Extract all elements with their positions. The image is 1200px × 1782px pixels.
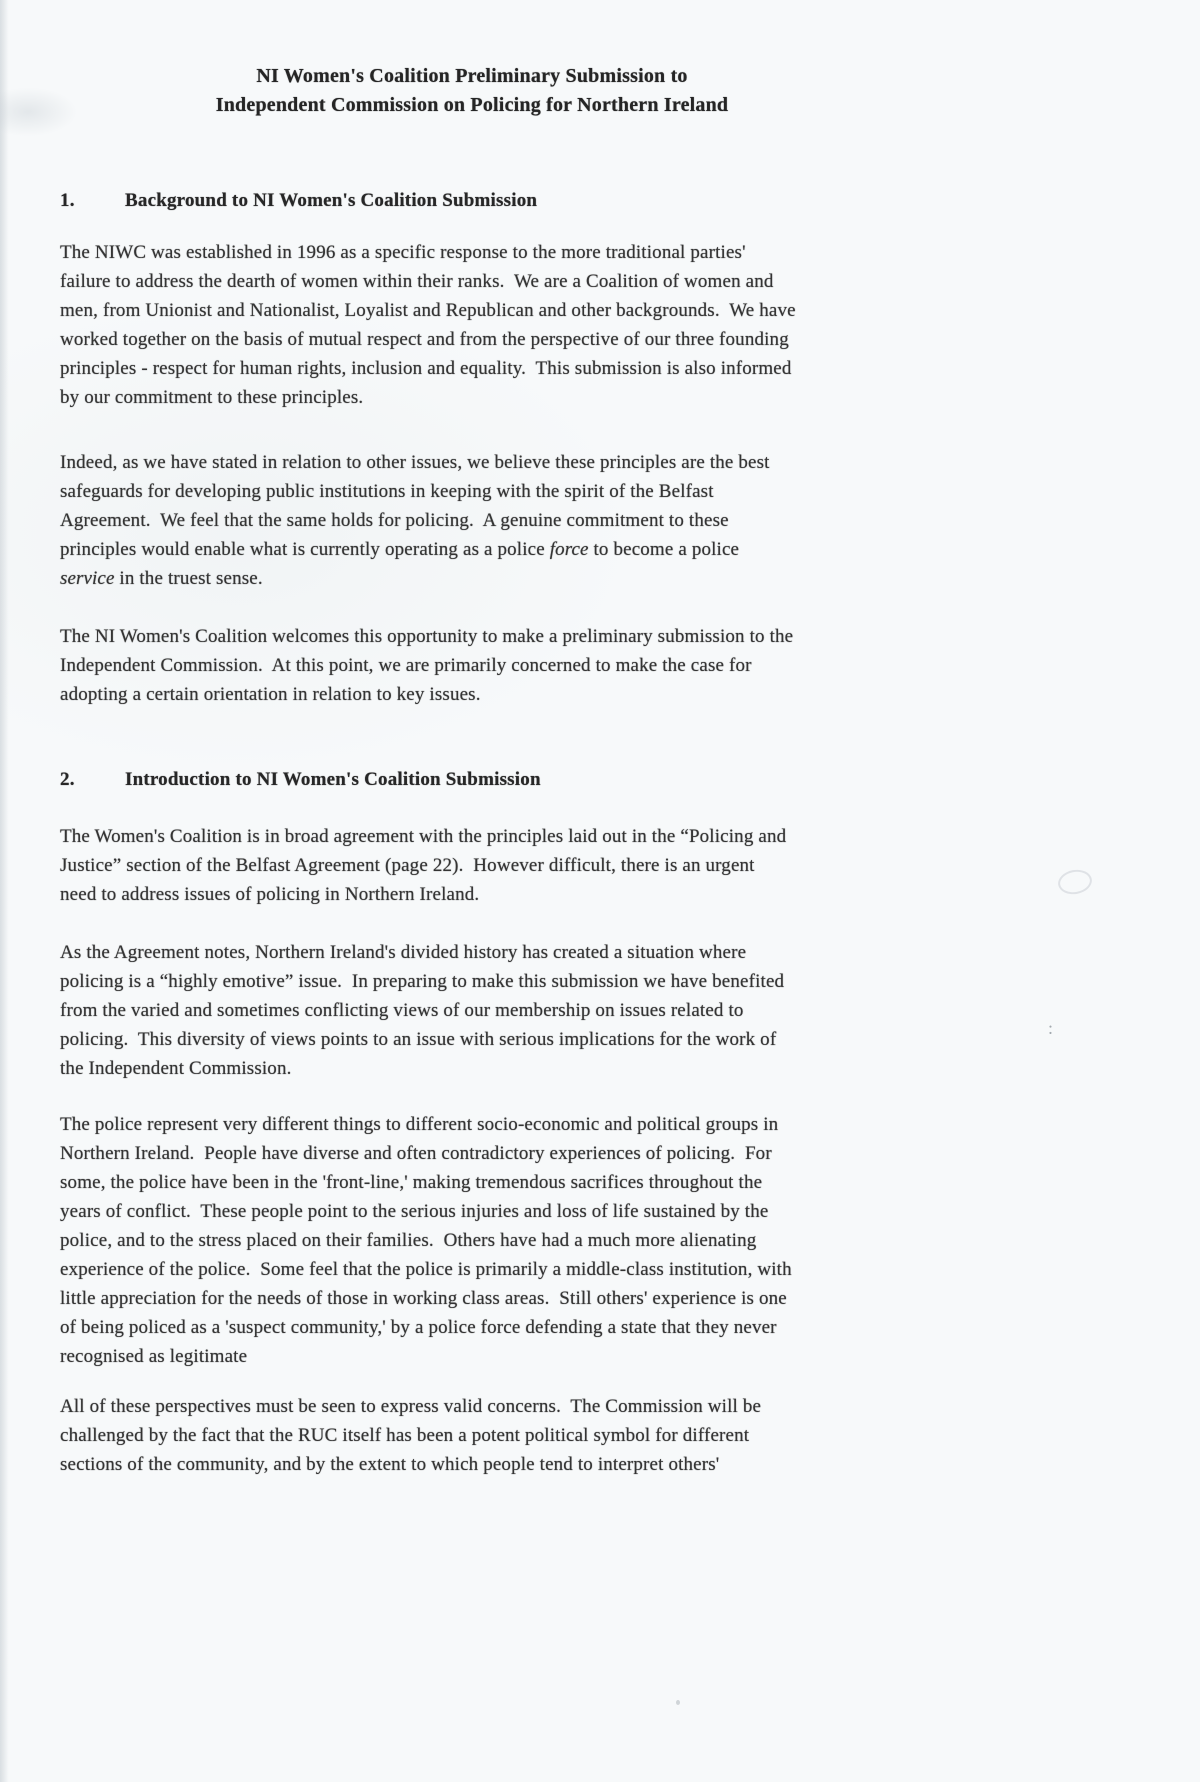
text-line: need to address issues of policing in Northern Ireland.: [60, 884, 480, 905]
text-line: little appreciation for the needs of those in working class areas. Still others' experience is one: [60, 1288, 787, 1309]
section-heading-1: [60, 186, 537, 215]
document-title-line-1: NI Women's Coalition Preliminary Submission to: [256, 65, 688, 87]
paragraph: [60, 238, 796, 412]
paragraph: [60, 448, 770, 593]
paragraph: [60, 822, 786, 909]
text-line: the Independent Commission.: [60, 1058, 292, 1079]
text-line: The NIWC was established in 1996 as a specific response to the more traditional parties': [60, 242, 746, 263]
text-line: years of conflict. These people point to the serious injuries and loss of life sustained by the: [60, 1201, 769, 1222]
scan-speck: [676, 1700, 680, 1705]
text-line: All of these perspectives must be seen to express valid concerns. The Commission will be: [60, 1396, 762, 1417]
section-heading-text: Background to NI Women's Coalition Submission: [125, 190, 538, 211]
text-line: from the varied and sometimes conflicting views of our membership on issues related to: [60, 1000, 744, 1021]
scan-smudge-circle: [1056, 867, 1094, 897]
text-line: police, and to the stress placed on their families. Others have had a much more alienating: [60, 1230, 757, 1251]
text-line: safeguards for developing public institutions in keeping with the spirit of the Belfast: [60, 481, 714, 502]
paragraph: [60, 1392, 761, 1479]
text-line: Agreement. We feel that the same holds for policing. A genuine commitment to these: [60, 510, 729, 531]
text-line: recognised as legitimate: [60, 1346, 248, 1367]
section-number: 1.: [60, 190, 75, 211]
document-title-line-2: Independent Commission on Policing for Northern Ireland: [215, 94, 729, 116]
section-number: 2.: [60, 769, 75, 790]
scan-stray-colon-artifact: :: [1048, 1018, 1054, 1038]
scan-edge-shadow: [0, 0, 8, 1782]
text-line: Independent Commission. At this point, we are primarily concerned to make the case for: [60, 655, 752, 676]
text-line: some, the police have been in the 'front-line,' making tremendous sacrifices throughout the: [60, 1172, 763, 1193]
document-title: [0, 62, 944, 120]
text-line: failure to address the dearth of women within their ranks. We are a Coalition of women and: [60, 271, 774, 292]
text-line: principles would enable what is currently operating as a police force to become a police: [60, 539, 740, 560]
text-line: service in the truest sense.: [60, 568, 263, 589]
text-line: Indeed, as we have stated in relation to other issues, we believe these principles are the best: [60, 452, 770, 473]
section-heading-text: Introduction to NI Women's Coalition Submission: [125, 769, 541, 790]
paragraph: [60, 938, 784, 1083]
paragraph: [60, 622, 793, 709]
text-line: The police represent very different things to different socio-economic and political groups in: [60, 1114, 779, 1135]
text-line: Northern Ireland. People have diverse and often contradictory experiences of policing. For: [60, 1143, 772, 1164]
text-line: The NI Women's Coalition welcomes this opportunity to make a preliminary submission to the: [60, 626, 794, 647]
text-line: policing. This diversity of views points to an issue with serious implications for the work of: [60, 1029, 777, 1050]
text-line: principles - respect for human rights, inclusion and equality. This submission is also informed: [60, 358, 792, 379]
paragraph: [60, 1110, 792, 1371]
text-line: men, from Unionist and Nationalist, Loyalist and Republican and other backgrounds. We have: [60, 300, 796, 321]
text-line: sections of the community, and by the extent to which people tend to interpret others': [60, 1454, 720, 1475]
text-line: adopting a certain orientation in relation to key issues.: [60, 684, 481, 705]
text-line: The Women's Coalition is in broad agreement with the principles laid out in the “Policing and: [60, 826, 787, 847]
section-heading-2: [60, 765, 541, 794]
text-line: As the Agreement notes, Northern Ireland's divided history has created a situation where: [60, 942, 747, 963]
text-line: worked together on the basis of mutual respect and from the perspective of our three founding: [60, 329, 789, 350]
text-line: of being policed as a 'suspect community,' by a police force defending a state that they never: [60, 1317, 777, 1338]
text-line: Justice” section of the Belfast Agreement (page 22). However difficult, there is an urgent: [60, 855, 755, 876]
text-line: experience of the police. Some feel that the police is primarily a middle-class institution, with: [60, 1259, 792, 1280]
text-line: by our commitment to these principles.: [60, 387, 364, 408]
text-line: policing is a “highly emotive” issue. In preparing to make this submission we have benefited: [60, 971, 785, 992]
text-line: challenged by the fact that the RUC itself has been a potent political symbol for different: [60, 1425, 750, 1446]
